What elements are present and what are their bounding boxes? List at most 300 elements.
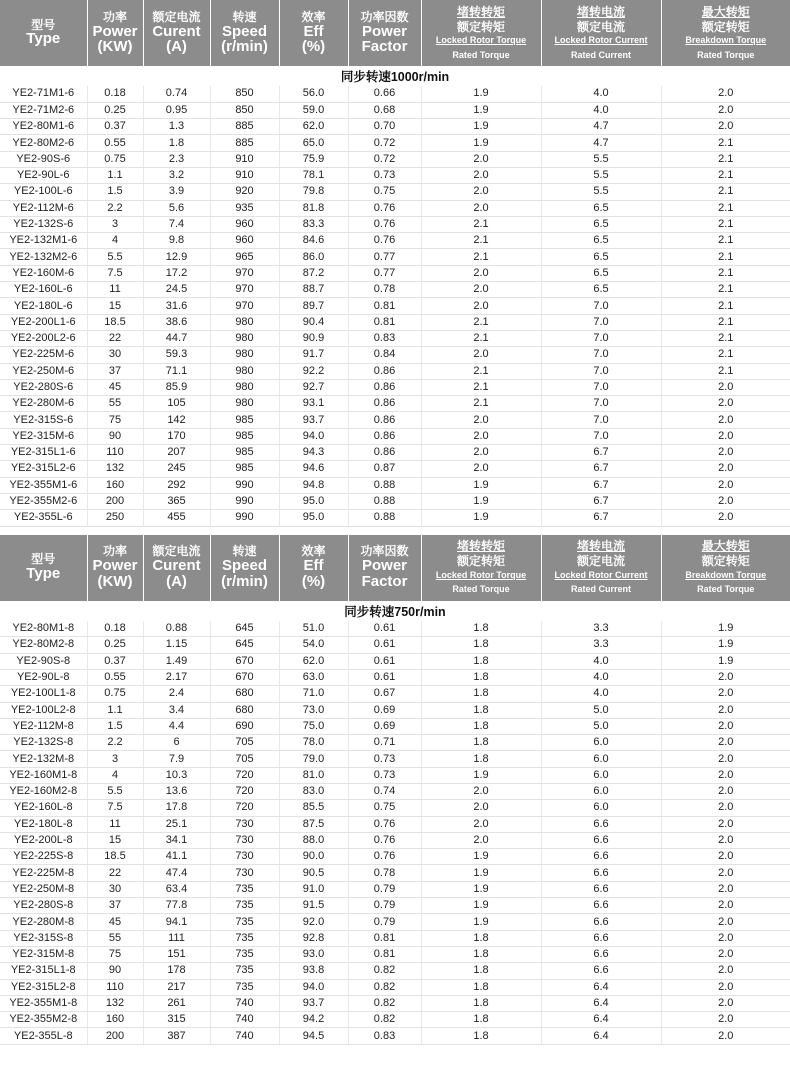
cell-eff: 81.0	[279, 767, 348, 783]
cell-eff: 90.9	[279, 330, 348, 346]
table-row	[0, 184, 790, 200]
cell-power: 110	[87, 445, 143, 461]
cell-eff: 62.0	[279, 653, 348, 669]
cell-power-factor: 0.86	[348, 428, 421, 444]
cell-speed: 680	[210, 686, 279, 702]
cell-eff: 92.0	[279, 914, 348, 930]
cell-power-factor: 0.75	[348, 184, 421, 200]
cell-power-factor: 0.86	[348, 445, 421, 461]
cell-type: YE2-280S-8	[0, 898, 87, 914]
cell-locked-rotor-current: 4.0	[541, 86, 661, 102]
cell-power-factor: 0.61	[348, 669, 421, 685]
cell-speed: 985	[210, 461, 279, 477]
cell-locked-rotor-torque: 1.8	[421, 686, 541, 702]
cell-type: YE2-100L-6	[0, 184, 87, 200]
cell-current: 0.88	[143, 621, 210, 637]
cell-power-factor: 0.86	[348, 412, 421, 428]
cell-power: 45	[87, 914, 143, 930]
cell-power-factor: 0.79	[348, 914, 421, 930]
cell-current: 7.9	[143, 751, 210, 767]
cell-breakdown-torque: 2.0	[661, 669, 790, 685]
cell-power-factor: 0.61	[348, 621, 421, 637]
cell-breakdown-torque: 2.0	[661, 510, 790, 526]
cell-type: YE2-225M-6	[0, 347, 87, 363]
cell-breakdown-torque: 2.1	[661, 347, 790, 363]
cell-type: YE2-315S-8	[0, 930, 87, 946]
cell-locked-rotor-torque: 1.9	[421, 849, 541, 865]
cell-breakdown-torque: 2.0	[661, 995, 790, 1011]
cell-breakdown-torque: 1.9	[661, 621, 790, 637]
table-row	[0, 800, 790, 816]
cell-locked-rotor-torque: 1.8	[421, 637, 541, 653]
cell-eff: 85.5	[279, 800, 348, 816]
cell-breakdown-torque: 2.0	[661, 702, 790, 718]
cell-speed: 735	[210, 946, 279, 962]
cell-locked-rotor-current: 6.6	[541, 832, 661, 848]
cell-breakdown-torque: 2.0	[661, 396, 790, 412]
cell-current: 13.6	[143, 783, 210, 799]
col-header-power-factor: 功率因数 Power Factor	[348, 0, 421, 66]
cell-type: YE2-180L-6	[0, 298, 87, 314]
cell-speed: 980	[210, 396, 279, 412]
cell-speed: 645	[210, 621, 279, 637]
cell-current: 1.49	[143, 653, 210, 669]
cell-speed: 730	[210, 816, 279, 832]
cell-current: 24.5	[143, 282, 210, 298]
cell-power-factor: 0.74	[348, 783, 421, 799]
cell-current: 0.95	[143, 102, 210, 118]
cell-locked-rotor-torque: 1.8	[421, 946, 541, 962]
cell-current: 47.4	[143, 865, 210, 881]
cell-power: 0.25	[87, 102, 143, 118]
cell-locked-rotor-current: 6.5	[541, 265, 661, 281]
cell-locked-rotor-current: 6.6	[541, 816, 661, 832]
cell-eff: 78.0	[279, 735, 348, 751]
cell-power: 132	[87, 995, 143, 1011]
cell-locked-rotor-torque: 2.1	[421, 379, 541, 395]
cell-breakdown-torque: 2.0	[661, 963, 790, 979]
cell-breakdown-torque: 2.0	[661, 428, 790, 444]
cell-locked-rotor-current: 6.7	[541, 461, 661, 477]
cell-eff: 89.7	[279, 298, 348, 314]
cell-eff: 65.0	[279, 135, 348, 151]
cell-type: YE2-315M-8	[0, 946, 87, 962]
cell-type: YE2-90L-8	[0, 669, 87, 685]
sync-speed-label: 同步转速1000r/min	[0, 66, 790, 86]
cell-eff: 75.0	[279, 718, 348, 734]
cell-type: YE2-80M1-6	[0, 119, 87, 135]
cell-locked-rotor-torque: 1.9	[421, 510, 541, 526]
cell-power: 15	[87, 832, 143, 848]
cell-current: 207	[143, 445, 210, 461]
cell-breakdown-torque: 2.0	[661, 914, 790, 930]
col-header-breakdown-torque: 最大转矩 额定转矩 Breakdown Torque Rated Torque	[661, 535, 790, 601]
col-header-power: 功率 Power (KW)	[87, 535, 143, 601]
cell-eff: 75.9	[279, 151, 348, 167]
cell-breakdown-torque: 2.0	[661, 767, 790, 783]
table-row	[0, 445, 790, 461]
cell-power: 200	[87, 1028, 143, 1044]
cell-type: YE2-200L2-6	[0, 330, 87, 346]
cell-power-factor: 0.88	[348, 477, 421, 493]
motor-spec-table-1000rpm	[0, 0, 790, 527]
cell-type: YE2-315L1-8	[0, 963, 87, 979]
cell-breakdown-torque: 2.0	[661, 1028, 790, 1044]
cell-power-factor: 0.86	[348, 396, 421, 412]
cell-power: 22	[87, 865, 143, 881]
cell-breakdown-torque: 2.1	[661, 249, 790, 265]
table-row	[0, 718, 790, 734]
cell-power-factor: 0.76	[348, 200, 421, 216]
cell-locked-rotor-current: 6.7	[541, 510, 661, 526]
cell-breakdown-torque: 2.1	[661, 330, 790, 346]
cell-eff: 94.5	[279, 1028, 348, 1044]
cell-eff: 92.7	[279, 379, 348, 395]
cell-power: 4	[87, 233, 143, 249]
table-row	[0, 1012, 790, 1028]
col-header-type: 型号 Type	[0, 535, 87, 601]
cell-locked-rotor-current: 6.7	[541, 477, 661, 493]
cell-locked-rotor-current: 4.0	[541, 669, 661, 685]
cell-locked-rotor-torque: 2.1	[421, 216, 541, 232]
table-header-row	[0, 0, 790, 66]
cell-speed: 970	[210, 265, 279, 281]
cell-speed: 970	[210, 298, 279, 314]
cell-eff: 94.0	[279, 428, 348, 444]
cell-locked-rotor-current: 5.5	[541, 167, 661, 183]
cell-speed: 850	[210, 102, 279, 118]
cell-current: 6	[143, 735, 210, 751]
cell-locked-rotor-current: 5.5	[541, 184, 661, 200]
cell-locked-rotor-torque: 1.8	[421, 669, 541, 685]
cell-power-factor: 0.83	[348, 330, 421, 346]
cell-type: YE2-100L1-8	[0, 686, 87, 702]
table-row	[0, 816, 790, 832]
cell-type: YE2-355L-8	[0, 1028, 87, 1044]
cell-power-factor: 0.73	[348, 167, 421, 183]
cell-locked-rotor-torque: 1.9	[421, 767, 541, 783]
cell-power: 110	[87, 979, 143, 995]
cell-breakdown-torque: 2.0	[661, 800, 790, 816]
cell-locked-rotor-current: 3.3	[541, 637, 661, 653]
cell-locked-rotor-torque: 2.1	[421, 330, 541, 346]
cell-type: YE2-315M-6	[0, 428, 87, 444]
table-row	[0, 930, 790, 946]
cell-locked-rotor-current: 6.0	[541, 751, 661, 767]
cell-locked-rotor-current: 7.0	[541, 379, 661, 395]
cell-locked-rotor-current: 6.0	[541, 767, 661, 783]
cell-power: 75	[87, 946, 143, 962]
cell-speed: 735	[210, 898, 279, 914]
cell-power: 0.55	[87, 135, 143, 151]
cell-current: 105	[143, 396, 210, 412]
cell-speed: 985	[210, 445, 279, 461]
cell-locked-rotor-torque: 1.8	[421, 702, 541, 718]
col-header-locked-rotor-torque: 堵转转矩 额定转矩 Locked Rotor Torque Rated Torque	[421, 0, 541, 66]
cell-type: YE2-71M1-6	[0, 86, 87, 102]
cell-power-factor: 0.79	[348, 881, 421, 897]
table-row	[0, 979, 790, 995]
cell-speed: 965	[210, 249, 279, 265]
cell-power: 1.1	[87, 702, 143, 718]
cell-type: YE2-160L-8	[0, 800, 87, 816]
cell-power-factor: 0.78	[348, 865, 421, 881]
cell-locked-rotor-current: 7.0	[541, 347, 661, 363]
cell-eff: 51.0	[279, 621, 348, 637]
cell-type: YE2-160M-6	[0, 265, 87, 281]
table-row	[0, 702, 790, 718]
cell-type: YE2-160M1-8	[0, 767, 87, 783]
cell-power-factor: 0.76	[348, 816, 421, 832]
cell-type: YE2-132M1-6	[0, 233, 87, 249]
col-header-breakdown-torque: 最大转矩 额定转矩 Breakdown Torque Rated Torque	[661, 0, 790, 66]
cell-current: 71.1	[143, 363, 210, 379]
cell-power: 0.55	[87, 669, 143, 685]
cell-eff: 94.6	[279, 461, 348, 477]
cell-power-factor: 0.79	[348, 898, 421, 914]
cell-current: 2.17	[143, 669, 210, 685]
cell-type: YE2-132M-8	[0, 751, 87, 767]
cell-type: YE2-71M2-6	[0, 102, 87, 118]
cell-breakdown-torque: 2.0	[661, 865, 790, 881]
cell-breakdown-torque: 2.1	[661, 282, 790, 298]
cell-locked-rotor-current: 6.6	[541, 898, 661, 914]
cell-power: 22	[87, 330, 143, 346]
table-row	[0, 1028, 790, 1044]
cell-power: 5.5	[87, 783, 143, 799]
cell-type: YE2-80M1-8	[0, 621, 87, 637]
cell-breakdown-torque: 2.0	[661, 1012, 790, 1028]
cell-speed: 740	[210, 1012, 279, 1028]
cell-breakdown-torque: 2.0	[661, 461, 790, 477]
cell-locked-rotor-torque: 2.0	[421, 445, 541, 461]
cell-power-factor: 0.68	[348, 102, 421, 118]
cell-current: 25.1	[143, 816, 210, 832]
cell-current: 2.3	[143, 151, 210, 167]
cell-locked-rotor-current: 7.0	[541, 314, 661, 330]
cell-current: 10.3	[143, 767, 210, 783]
cell-locked-rotor-current: 6.0	[541, 783, 661, 799]
cell-speed: 680	[210, 702, 279, 718]
cell-speed: 960	[210, 233, 279, 249]
cell-power-factor: 0.81	[348, 314, 421, 330]
cell-locked-rotor-current: 6.7	[541, 493, 661, 509]
cell-speed: 970	[210, 282, 279, 298]
cell-breakdown-torque: 2.0	[661, 86, 790, 102]
cell-power: 1.5	[87, 184, 143, 200]
cell-eff: 62.0	[279, 119, 348, 135]
table-row	[0, 135, 790, 151]
cell-current: 365	[143, 493, 210, 509]
cell-speed: 935	[210, 200, 279, 216]
cell-locked-rotor-current: 4.0	[541, 102, 661, 118]
cell-power-factor: 0.82	[348, 979, 421, 995]
cell-locked-rotor-current: 7.0	[541, 330, 661, 346]
cell-locked-rotor-torque: 2.0	[421, 151, 541, 167]
cell-locked-rotor-torque: 2.1	[421, 249, 541, 265]
cell-power: 55	[87, 930, 143, 946]
table-row	[0, 477, 790, 493]
cell-locked-rotor-torque: 2.0	[421, 167, 541, 183]
cell-current: 292	[143, 477, 210, 493]
cell-eff: 94.3	[279, 445, 348, 461]
cell-eff: 73.0	[279, 702, 348, 718]
cell-power: 250	[87, 510, 143, 526]
cell-type: YE2-112M-8	[0, 718, 87, 734]
cell-locked-rotor-current: 5.0	[541, 718, 661, 734]
cell-power-factor: 0.73	[348, 751, 421, 767]
cell-eff: 79.0	[279, 751, 348, 767]
table-row	[0, 832, 790, 848]
cell-type: YE2-315L2-6	[0, 461, 87, 477]
cell-current: 17.8	[143, 800, 210, 816]
cell-eff: 93.1	[279, 396, 348, 412]
cell-locked-rotor-torque: 2.1	[421, 396, 541, 412]
cell-type: YE2-250M-6	[0, 363, 87, 379]
cell-current: 17.2	[143, 265, 210, 281]
table-body	[0, 86, 790, 526]
cell-eff: 83.0	[279, 783, 348, 799]
table-row	[0, 298, 790, 314]
sync-speed-label: 同步转速750r/min	[0, 601, 790, 621]
table-row	[0, 783, 790, 799]
cell-power: 1.1	[87, 167, 143, 183]
cell-type: YE2-160M2-8	[0, 783, 87, 799]
cell-current: 7.4	[143, 216, 210, 232]
cell-locked-rotor-torque: 1.8	[421, 653, 541, 669]
cell-breakdown-torque: 2.1	[661, 151, 790, 167]
cell-breakdown-torque: 2.0	[661, 412, 790, 428]
cell-breakdown-torque: 2.1	[661, 135, 790, 151]
col-header-type: 型号 Type	[0, 0, 87, 66]
cell-power-factor: 0.78	[348, 282, 421, 298]
cell-locked-rotor-torque: 2.0	[421, 816, 541, 832]
cell-speed: 740	[210, 995, 279, 1011]
cell-power-factor: 0.69	[348, 702, 421, 718]
cell-type: YE2-132M2-6	[0, 249, 87, 265]
cell-current: 9.8	[143, 233, 210, 249]
cell-power-factor: 0.72	[348, 151, 421, 167]
cell-speed: 985	[210, 428, 279, 444]
table-row	[0, 637, 790, 653]
cell-power: 75	[87, 412, 143, 428]
cell-power: 160	[87, 477, 143, 493]
cell-locked-rotor-current: 6.4	[541, 1012, 661, 1028]
cell-speed: 735	[210, 963, 279, 979]
cell-speed: 985	[210, 412, 279, 428]
cell-breakdown-torque: 2.1	[661, 233, 790, 249]
cell-power: 37	[87, 363, 143, 379]
cell-eff: 78.1	[279, 167, 348, 183]
table-row	[0, 428, 790, 444]
cell-locked-rotor-current: 4.7	[541, 119, 661, 135]
cell-breakdown-torque: 2.0	[661, 477, 790, 493]
cell-locked-rotor-current: 3.3	[541, 621, 661, 637]
cell-eff: 90.4	[279, 314, 348, 330]
table-row	[0, 86, 790, 102]
cell-speed: 730	[210, 849, 279, 865]
cell-power-factor: 0.61	[348, 637, 421, 653]
cell-locked-rotor-torque: 2.0	[421, 298, 541, 314]
table-row	[0, 849, 790, 865]
cell-speed: 730	[210, 865, 279, 881]
cell-current: 85.9	[143, 379, 210, 395]
cell-speed: 670	[210, 653, 279, 669]
cell-eff: 91.0	[279, 881, 348, 897]
cell-speed: 645	[210, 637, 279, 653]
cell-power-factor: 0.81	[348, 946, 421, 962]
cell-type: YE2-90L-6	[0, 167, 87, 183]
cell-eff: 91.5	[279, 898, 348, 914]
cell-current: 217	[143, 979, 210, 995]
table-row	[0, 151, 790, 167]
cell-current: 1.15	[143, 637, 210, 653]
cell-current: 34.1	[143, 832, 210, 848]
col-header-power: 功率 Power (KW)	[87, 0, 143, 66]
table-row	[0, 233, 790, 249]
cell-power: 160	[87, 1012, 143, 1028]
cell-type: YE2-355M2-6	[0, 493, 87, 509]
cell-eff: 93.8	[279, 963, 348, 979]
cell-locked-rotor-torque: 2.0	[421, 832, 541, 848]
cell-power: 18.5	[87, 314, 143, 330]
table-row	[0, 653, 790, 669]
cell-speed: 980	[210, 330, 279, 346]
cell-speed: 990	[210, 493, 279, 509]
cell-eff: 92.2	[279, 363, 348, 379]
cell-type: YE2-315S-6	[0, 412, 87, 428]
table-row	[0, 249, 790, 265]
cell-breakdown-torque: 2.1	[661, 167, 790, 183]
table-row	[0, 735, 790, 751]
cell-power-factor: 0.81	[348, 298, 421, 314]
cell-power: 18.5	[87, 849, 143, 865]
cell-locked-rotor-current: 6.6	[541, 946, 661, 962]
cell-locked-rotor-torque: 1.9	[421, 477, 541, 493]
cell-locked-rotor-torque: 2.1	[421, 363, 541, 379]
cell-breakdown-torque: 2.0	[661, 379, 790, 395]
cell-power-factor: 0.82	[348, 963, 421, 979]
cell-eff: 56.0	[279, 86, 348, 102]
cell-type: YE2-100L2-8	[0, 702, 87, 718]
cell-breakdown-torque: 2.0	[661, 445, 790, 461]
cell-power: 30	[87, 347, 143, 363]
cell-locked-rotor-current: 6.5	[541, 249, 661, 265]
cell-current: 41.1	[143, 849, 210, 865]
cell-breakdown-torque: 2.1	[661, 265, 790, 281]
cell-locked-rotor-torque: 1.9	[421, 881, 541, 897]
cell-eff: 84.6	[279, 233, 348, 249]
cell-type: YE2-355M2-8	[0, 1012, 87, 1028]
cell-current: 5.6	[143, 200, 210, 216]
cell-locked-rotor-current: 6.5	[541, 233, 661, 249]
cell-current: 2.4	[143, 686, 210, 702]
cell-breakdown-torque: 1.9	[661, 653, 790, 669]
cell-type: YE2-132S-6	[0, 216, 87, 232]
cell-speed: 960	[210, 216, 279, 232]
cell-speed: 735	[210, 914, 279, 930]
cell-power: 30	[87, 881, 143, 897]
cell-current: 12.9	[143, 249, 210, 265]
cell-power: 0.37	[87, 653, 143, 669]
cell-speed: 705	[210, 735, 279, 751]
cell-locked-rotor-current: 5.0	[541, 702, 661, 718]
cell-speed: 670	[210, 669, 279, 685]
cell-locked-rotor-torque: 2.0	[421, 200, 541, 216]
col-header-power-factor: 功率因数 Power Factor	[348, 535, 421, 601]
cell-current: 94.1	[143, 914, 210, 930]
cell-locked-rotor-torque: 1.8	[421, 621, 541, 637]
